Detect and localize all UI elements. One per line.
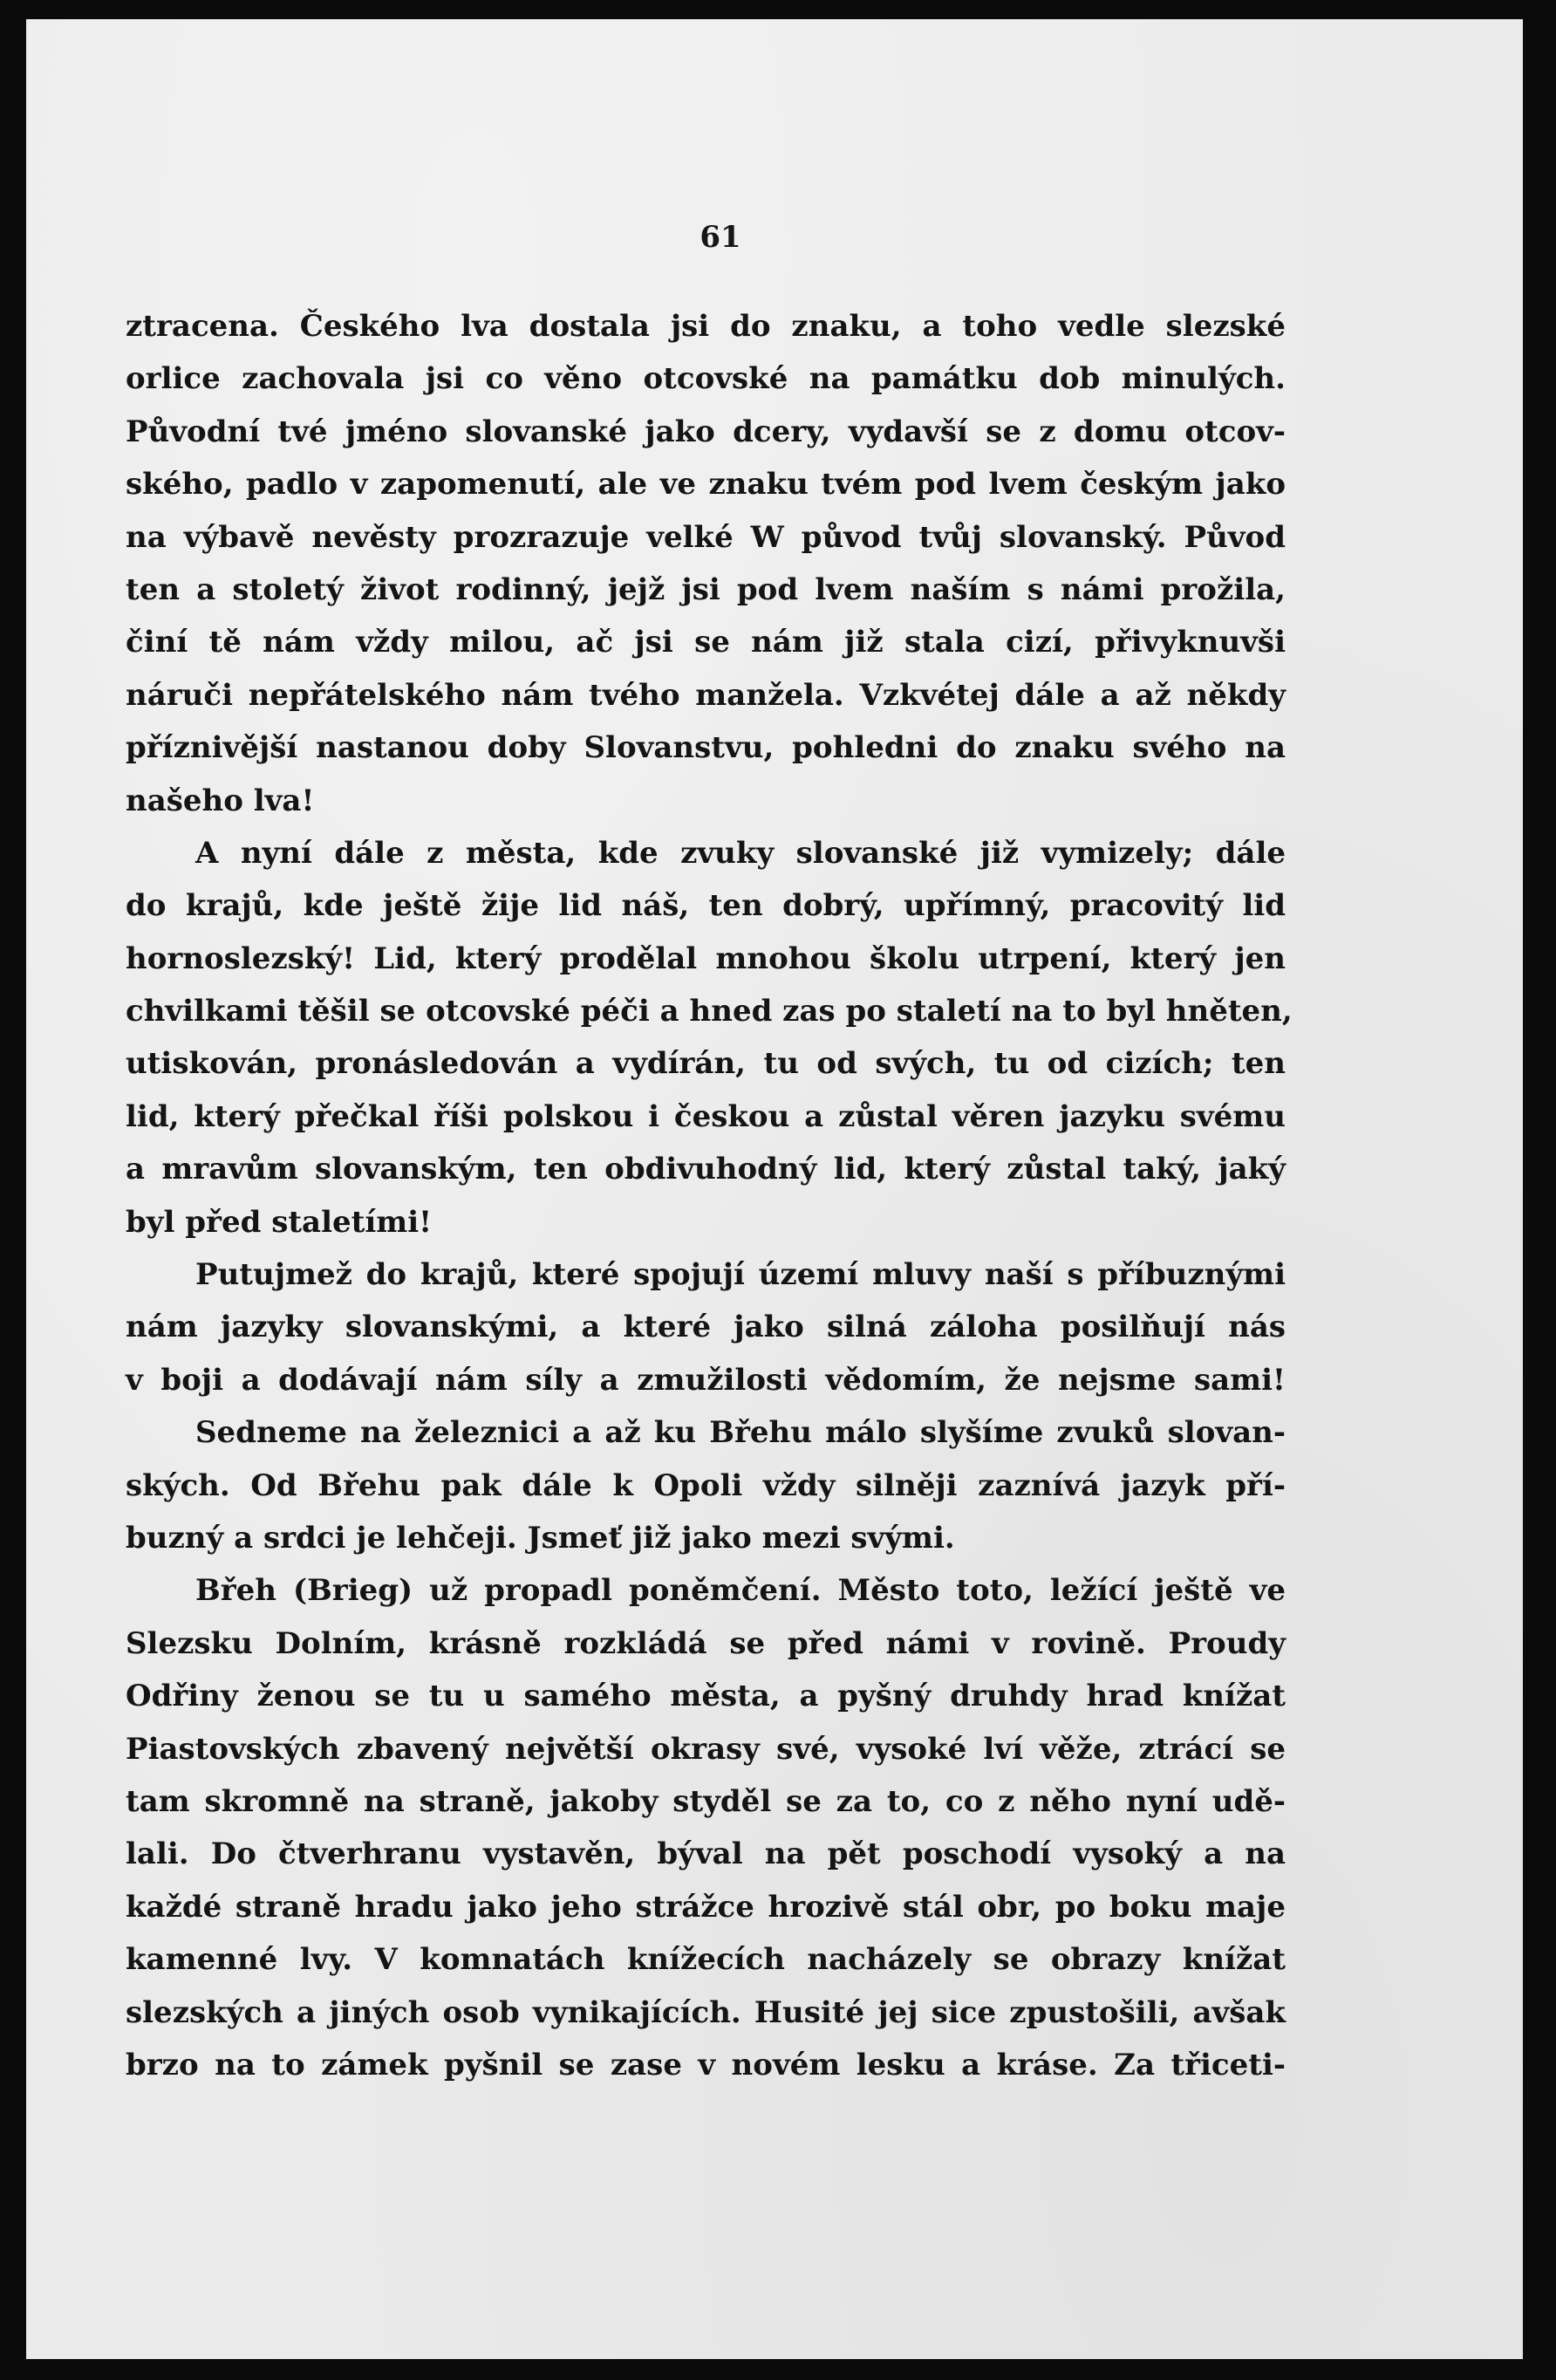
body-text	[126, 300, 1293, 2091]
text-line: ten a stoletý život rodinný, jejž jsi pod lvem naším s námi prožila,	[126, 571, 1286, 607]
text-line: kamenné lvy. V komnatách knížecích nacházely se obrazy knížat	[126, 1942, 1286, 1978]
text-line: ského, padlo v zapomenutí, ale ve znaku tvém pod lvem českým jako	[126, 467, 1286, 503]
text-line: orlice zachovala jsi co věno otcovské na památku dob minulých.	[126, 361, 1286, 397]
text-line: činí tě nám vždy milou, ač jsi se nám již stala cizí, přivyknuvši	[126, 625, 1286, 660]
text-line: Břeh (Brieg) už propadl poněmčení. Město toto, ležící ještě ve	[195, 1573, 1286, 1609]
page-number: 61	[700, 220, 741, 255]
text-line: Odřiny ženou se tu u samého města, a pyšný druhdy hrad knížat	[126, 1679, 1286, 1714]
text-line: Piastovských zbavený největší okrasy své, vysoké lví věže, ztrácí se	[126, 1731, 1286, 1767]
text-line: lali. Do čtverhranu vystavěn, býval na pět poschodí vysoký a na	[126, 1836, 1286, 1872]
text-line: utiskován, pronásledován a vydírán, tu od svých, tu od cizích; ten	[126, 1046, 1286, 1082]
text-line: hornoslezský! Lid, který prodělal mnohou školu utrpení, který jen	[126, 940, 1286, 976]
text-line: do krajů, kde ještě žije lid náš, ten dobrý, upřímný, pracovitý lid	[126, 888, 1286, 924]
text-line: náruči nepřátelského nám tvého manžela. Vzkvétej dále a až někdy	[126, 677, 1286, 713]
book-page	[26, 19, 1523, 2359]
text-line: byl před staletími!	[126, 1204, 433, 1240]
text-line: Putujmež do krajů, které spojují území mluvy naší s příbuznými	[195, 1257, 1286, 1293]
text-line: ztracena. Českého lva dostala jsi do znaku, a toho vedle slezské	[126, 309, 1286, 344]
text-line: A nyní dále z města, kde zvuky slovanské již vymizely; dále	[195, 835, 1286, 871]
text-line: tam skromně na straně, jakoby styděl se za to, co z něho nyní udě-	[126, 1783, 1286, 1819]
text-line: chvilkami těšil se otcovské péči a hned zas po staletí na to byl hněten,	[126, 994, 1293, 1029]
text-line: nám jazyky slovanskými, a které jako silná záloha posilňují nás	[126, 1310, 1286, 1345]
text-line: lid, který přečkal říši polskou i českou a zůstal věren jazyku svému	[126, 1098, 1286, 1134]
text-line: Původní tvé jméno slovanské jako dcery, vydavší se z domu otcov-	[126, 414, 1286, 449]
text-line: našeho lva!	[126, 783, 315, 818]
text-line: v boji a dodávají nám síly a zmužilosti vědomím, že nejsme sami!	[126, 1362, 1286, 1398]
text-line: Slezsku Dolním, krásně rozkládá se před námi v rovině. Proudy	[126, 1625, 1286, 1661]
text-line: Sedneme na železnici a až ku Břehu málo slyšíme zvuků slovan-	[195, 1415, 1286, 1451]
text-line: a mravům slovanským, ten obdivuhodný lid, který zůstal taký, jaký	[126, 1152, 1286, 1187]
text-line: brzo na to zámek pyšnil se zase v novém lesku a kráse. Za třiceti-	[126, 2047, 1286, 2082]
text-line: buzný a srdci je lehčeji. Jsmeť již jako mezi svými.	[126, 1520, 955, 1556]
text-line: každé straně hradu jako jeho strážce hrozivě stál obr, po boku maje	[126, 1889, 1286, 1925]
text-line: ských. Od Břehu pak dále k Opoli vždy silněji zaznívá jazyk pří-	[126, 1467, 1286, 1503]
text-line: slezských a jiných osob vynikajících. Husité jej sice zpustošili, avšak	[126, 1994, 1286, 2030]
text-line: příznivější nastanou doby Slovanstvu, pohledni do znaku svého na	[126, 730, 1286, 766]
text-line: na výbavě nevěsty prozrazuje velké W původ tvůj slovanský. Původ	[126, 519, 1286, 555]
